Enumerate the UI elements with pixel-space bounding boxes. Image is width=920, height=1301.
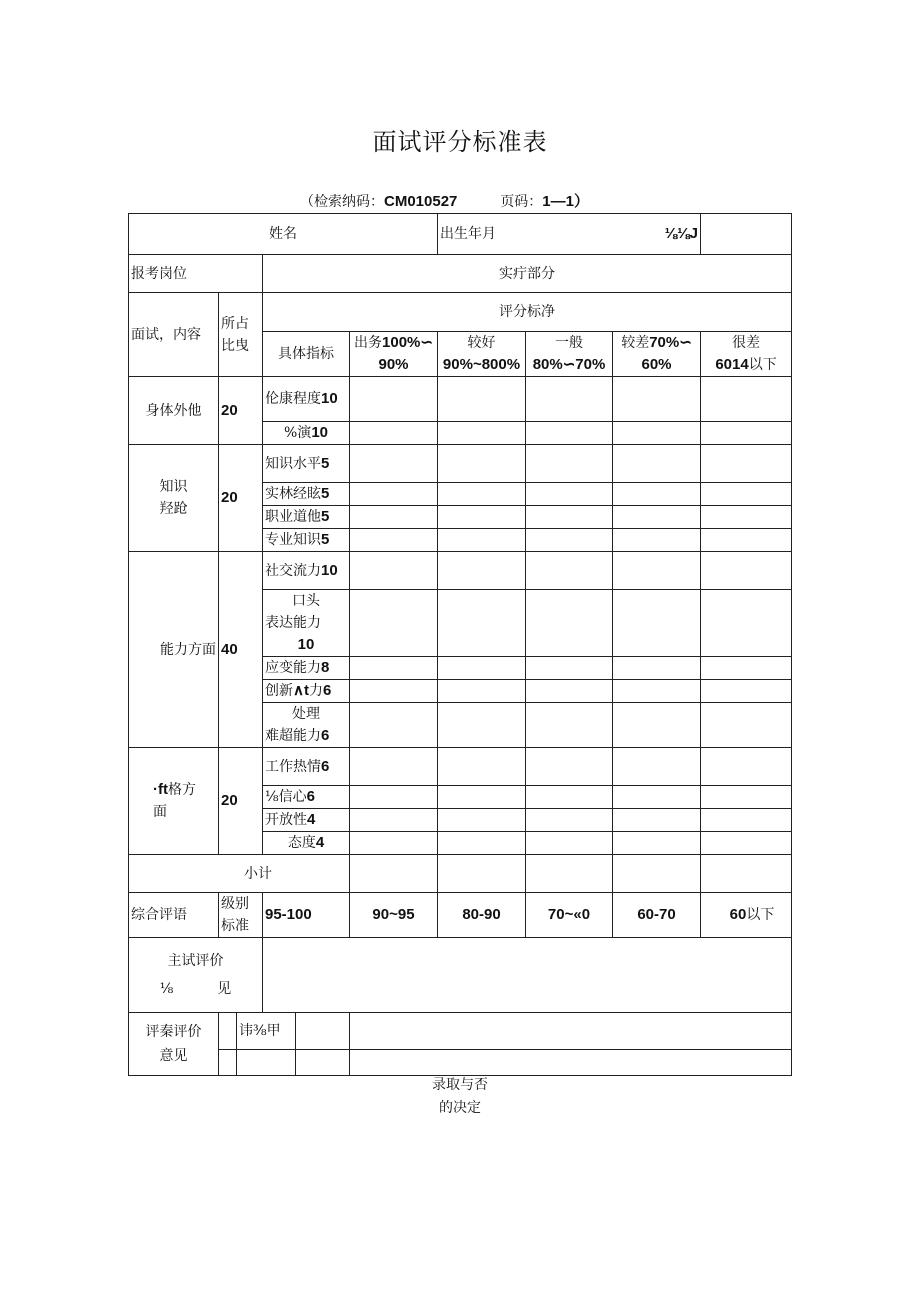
retrieval-code: CM010527 bbox=[384, 193, 458, 210]
item-adaptability: 应变能力8 bbox=[263, 657, 350, 680]
score-cell[interactable] bbox=[701, 506, 792, 529]
score-cell[interactable] bbox=[350, 809, 438, 832]
committee-comment-field[interactable] bbox=[350, 1013, 792, 1050]
grade-range: 80-90 bbox=[438, 893, 526, 938]
weight-label: 所占 比曳 bbox=[219, 293, 263, 377]
section-personality-label: ·ft格方 面 bbox=[129, 748, 219, 855]
section-knowledge-weight: 20 bbox=[219, 445, 263, 552]
score-cell[interactable] bbox=[438, 529, 526, 552]
score-cell[interactable] bbox=[701, 377, 792, 422]
score-cell[interactable] bbox=[613, 855, 701, 893]
section-knowledge-label: 知识 羟跄 bbox=[129, 445, 219, 552]
score-cell[interactable] bbox=[613, 809, 701, 832]
score-cell[interactable] bbox=[350, 680, 438, 703]
item-oral-expression: 口头 表达能力 10 bbox=[263, 590, 350, 657]
score-cell[interactable] bbox=[701, 422, 792, 445]
score-cell[interactable] bbox=[350, 552, 438, 590]
retrieval-label: （检索纳码： bbox=[300, 194, 384, 210]
score-cell[interactable] bbox=[438, 377, 526, 422]
item-work-enthusiasm: 工作热情6 bbox=[263, 748, 350, 786]
page-label: 页码： bbox=[500, 194, 543, 210]
score-cell[interactable] bbox=[701, 809, 792, 832]
item-innovation: 创新∧t力6 bbox=[263, 680, 350, 703]
score-cell[interactable] bbox=[526, 552, 613, 590]
score-cell[interactable] bbox=[526, 703, 613, 748]
section-physical-label: 身体外他 bbox=[129, 377, 219, 445]
committee-sub-label: 讳⅜甲 bbox=[219, 1013, 350, 1050]
committee-label: 评秦评价 意见 bbox=[129, 1013, 219, 1076]
subtotal-label: 小计 bbox=[129, 855, 350, 893]
score-cell[interactable] bbox=[613, 703, 701, 748]
examiner-label: 主试评价 ⅛ 见 bbox=[129, 938, 263, 1013]
score-cell[interactable] bbox=[350, 657, 438, 680]
examiner-comment-field[interactable] bbox=[263, 938, 792, 1013]
score-cell[interactable] bbox=[613, 422, 701, 445]
page-number: 1—1） bbox=[542, 193, 589, 210]
score-cell[interactable] bbox=[350, 506, 438, 529]
section-ability-label: 能力方面 bbox=[129, 552, 219, 748]
score-cell[interactable] bbox=[350, 529, 438, 552]
score-cell[interactable] bbox=[701, 445, 792, 483]
score-cell[interactable] bbox=[438, 809, 526, 832]
level-very-poor: 很差 6014以下 bbox=[701, 332, 792, 377]
level-good: 较好 90%~800% bbox=[438, 332, 526, 377]
score-cell[interactable] bbox=[701, 748, 792, 786]
score-cell[interactable] bbox=[701, 529, 792, 552]
score-cell[interactable] bbox=[613, 552, 701, 590]
score-cell[interactable] bbox=[350, 483, 438, 506]
item-knowledge-level: 知识水平5 bbox=[263, 445, 350, 483]
score-cell[interactable] bbox=[526, 590, 613, 657]
page-title: 面试评分标准表 bbox=[372, 128, 548, 156]
birth-value: ⅛⅛J bbox=[664, 225, 699, 242]
score-cell[interactable] bbox=[701, 855, 792, 893]
score-cell[interactable] bbox=[526, 680, 613, 703]
item-openness: 开放性4 bbox=[263, 809, 350, 832]
item-professional-knowledge: 专业知识5 bbox=[263, 529, 350, 552]
score-cell[interactable] bbox=[613, 680, 701, 703]
score-cell[interactable] bbox=[438, 855, 526, 893]
item-appearance: %演10 bbox=[263, 422, 350, 445]
grade-range: 95-100 bbox=[263, 893, 350, 938]
position-label: 报考岗位 bbox=[129, 255, 263, 293]
section-physical-weight: 20 bbox=[219, 377, 263, 445]
score-cell[interactable] bbox=[526, 506, 613, 529]
grade-range: 60以下 bbox=[701, 893, 792, 938]
indicator-label: 具体指标 bbox=[263, 332, 350, 377]
score-cell[interactable] bbox=[613, 529, 701, 552]
score-cell[interactable] bbox=[526, 445, 613, 483]
score-cell[interactable] bbox=[613, 377, 701, 422]
decision-line-2: 的决定 bbox=[439, 1100, 481, 1116]
score-cell[interactable] bbox=[526, 809, 613, 832]
score-cell[interactable] bbox=[438, 552, 526, 590]
committee-comment-field-2[interactable] bbox=[350, 1050, 792, 1076]
score-cell[interactable] bbox=[350, 786, 438, 809]
committee-sub-cell bbox=[219, 1050, 350, 1076]
score-cell[interactable] bbox=[438, 422, 526, 445]
score-cell[interactable] bbox=[613, 657, 701, 680]
department-name: 实疔部分 bbox=[263, 255, 792, 293]
score-cell[interactable] bbox=[438, 786, 526, 809]
score-cell[interactable] bbox=[350, 590, 438, 657]
score-cell[interactable] bbox=[350, 445, 438, 483]
photo-cell bbox=[701, 214, 792, 255]
score-cell[interactable] bbox=[701, 832, 792, 855]
birth-label: 出生年月 bbox=[440, 226, 496, 242]
section-personality-weight: 20 bbox=[219, 748, 263, 855]
score-cell[interactable] bbox=[438, 748, 526, 786]
level-average: 一般 80%∽70% bbox=[526, 332, 613, 377]
score-cell[interactable] bbox=[526, 786, 613, 809]
score-cell[interactable] bbox=[613, 748, 701, 786]
score-cell[interactable] bbox=[526, 377, 613, 422]
item-confidence: ⅛信心6 bbox=[263, 786, 350, 809]
score-cell[interactable] bbox=[350, 748, 438, 786]
section-ability-weight: 40 bbox=[219, 552, 263, 748]
grade-range: 70~«0 bbox=[526, 893, 613, 938]
score-cell[interactable] bbox=[701, 680, 792, 703]
score-cell[interactable] bbox=[613, 483, 701, 506]
score-cell[interactable] bbox=[438, 680, 526, 703]
item-problem-solving: 处理 难超能力6 bbox=[263, 703, 350, 748]
score-cell[interactable] bbox=[438, 483, 526, 506]
interview-score-table bbox=[128, 213, 792, 1076]
score-cell[interactable] bbox=[701, 786, 792, 809]
score-cell[interactable] bbox=[526, 422, 613, 445]
score-cell[interactable] bbox=[350, 377, 438, 422]
decision-note bbox=[0, 1074, 920, 1120]
decision-line-1: 录取与否 bbox=[432, 1077, 488, 1093]
score-cell[interactable] bbox=[526, 529, 613, 552]
score-cell[interactable] bbox=[526, 855, 613, 893]
level-excellent: 出务100%∽ 90% bbox=[350, 332, 438, 377]
item-social-ability: 社交流力10 bbox=[263, 552, 350, 590]
item-health: 伦康程度10 bbox=[263, 377, 350, 422]
score-cell[interactable] bbox=[526, 832, 613, 855]
score-cell[interactable] bbox=[438, 445, 526, 483]
grade-range: 90~95 bbox=[350, 893, 438, 938]
score-cell[interactable] bbox=[701, 483, 792, 506]
score-cell[interactable] bbox=[526, 748, 613, 786]
item-attitude: 态度4 bbox=[263, 832, 350, 855]
score-cell[interactable] bbox=[526, 657, 613, 680]
content-label: 面试，内容 bbox=[129, 293, 219, 377]
score-cell[interactable] bbox=[438, 590, 526, 657]
score-cell[interactable] bbox=[438, 703, 526, 748]
score-cell[interactable] bbox=[701, 703, 792, 748]
criteria-label: 评分标净 bbox=[263, 293, 792, 332]
score-cell[interactable] bbox=[350, 832, 438, 855]
summary-label: 综合评语 bbox=[129, 893, 219, 938]
score-cell[interactable] bbox=[526, 483, 613, 506]
score-cell[interactable] bbox=[613, 506, 701, 529]
score-cell[interactable] bbox=[350, 703, 438, 748]
score-cell[interactable] bbox=[701, 552, 792, 590]
score-cell[interactable] bbox=[350, 422, 438, 445]
score-cell[interactable] bbox=[438, 506, 526, 529]
score-cell[interactable] bbox=[613, 590, 701, 657]
score-cell[interactable] bbox=[613, 832, 701, 855]
score-cell[interactable] bbox=[438, 657, 526, 680]
document-meta bbox=[300, 190, 589, 211]
grade-label: 级别 标准 bbox=[219, 893, 263, 938]
item-practical-experience: 实林经眩5 bbox=[263, 483, 350, 506]
score-cell[interactable] bbox=[438, 832, 526, 855]
level-poor: 较差70%∽ 60% bbox=[613, 332, 701, 377]
birth-cell bbox=[438, 214, 701, 255]
name-label-cell: 姓名 bbox=[129, 214, 438, 255]
score-cell[interactable] bbox=[613, 445, 701, 483]
score-cell[interactable] bbox=[613, 786, 701, 809]
score-cell[interactable] bbox=[701, 657, 792, 680]
item-professional-ethics: 职业道他5 bbox=[263, 506, 350, 529]
grade-range: 60-70 bbox=[613, 893, 701, 938]
score-cell[interactable] bbox=[350, 855, 438, 893]
score-cell[interactable] bbox=[701, 590, 792, 657]
